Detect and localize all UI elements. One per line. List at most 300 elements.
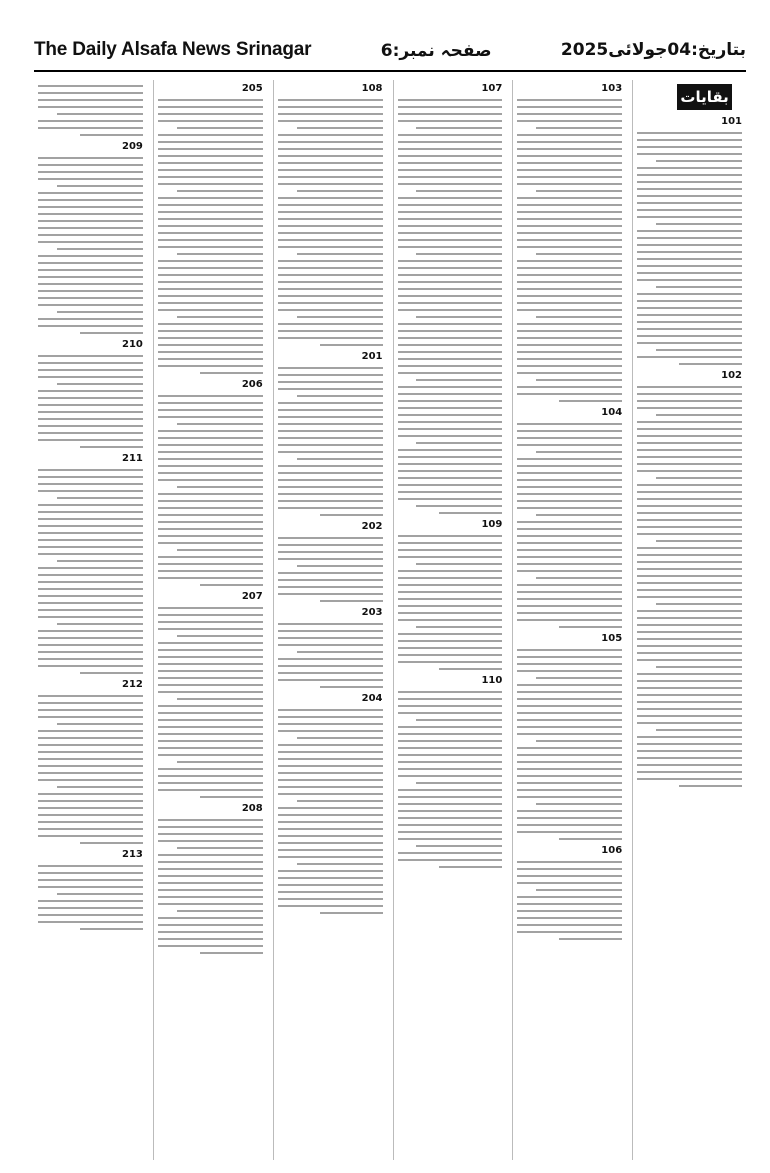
text-line [158, 563, 263, 565]
text-line [38, 404, 143, 406]
text-line [297, 737, 383, 739]
text-line [398, 141, 503, 143]
text-line [398, 267, 503, 269]
section-title: بقایات [677, 84, 732, 110]
text-line [278, 877, 383, 879]
text-line [57, 560, 143, 562]
text-line [398, 654, 503, 656]
text-line [398, 351, 503, 353]
text-line [637, 533, 742, 535]
text-line [517, 472, 622, 474]
text-line [637, 449, 742, 451]
article-text-block [38, 157, 143, 334]
text-line [320, 912, 383, 914]
text-line [398, 400, 503, 402]
text-line [439, 668, 502, 670]
text-line [158, 204, 263, 206]
text-line [517, 528, 622, 530]
text-line [416, 845, 502, 847]
text-line [398, 428, 503, 430]
text-line [637, 258, 742, 260]
text-line [158, 514, 263, 516]
text-line [398, 183, 503, 185]
text-line [158, 931, 263, 933]
text-line [158, 218, 263, 220]
text-line [637, 757, 742, 759]
text-line [320, 514, 383, 516]
text-line [38, 865, 143, 867]
text-line [278, 295, 383, 297]
text-line [637, 314, 742, 316]
text-line [278, 302, 383, 304]
text-line [398, 817, 503, 819]
column-4 [273, 80, 387, 1160]
text-line [637, 435, 742, 437]
text-line [38, 737, 143, 739]
text-line [637, 624, 742, 626]
text-line [278, 106, 383, 108]
text-line [637, 659, 742, 661]
text-line [637, 209, 742, 211]
text-line [158, 826, 263, 828]
text-line [517, 430, 622, 432]
text-line [38, 199, 143, 201]
text-line [278, 551, 383, 553]
text-line [158, 323, 263, 325]
text-line [637, 421, 742, 423]
text-line [637, 750, 742, 752]
text-line [637, 743, 742, 745]
text-line [517, 260, 622, 262]
text-line [38, 178, 143, 180]
text-line [517, 563, 622, 565]
text-line [158, 656, 263, 658]
text-line [177, 486, 263, 488]
text-line [517, 479, 622, 481]
text-line [158, 542, 263, 544]
text-line [517, 365, 622, 367]
text-line [517, 796, 622, 798]
text-line [398, 726, 503, 728]
text-line [637, 251, 742, 253]
text-line [637, 407, 742, 409]
text-line [398, 640, 503, 642]
text-line [517, 549, 622, 551]
text-line [158, 528, 263, 530]
text-line [536, 803, 622, 805]
text-line [398, 598, 503, 600]
text-line [398, 761, 503, 763]
text-line [177, 549, 263, 551]
text-line [38, 85, 143, 87]
text-line [278, 155, 383, 157]
text-line [637, 470, 742, 472]
text-line [158, 246, 263, 248]
item-number: 203 [361, 607, 383, 618]
text-line [158, 570, 263, 572]
text-line [517, 521, 622, 523]
text-line [398, 155, 503, 157]
text-line [398, 246, 503, 248]
text-line [398, 134, 503, 136]
text-line [38, 227, 143, 229]
text-line [278, 716, 383, 718]
text-line [38, 651, 143, 653]
text-line [637, 400, 742, 402]
text-line [656, 603, 742, 605]
text-line [278, 225, 383, 227]
text-line [517, 162, 622, 164]
text-line [398, 162, 503, 164]
text-line [536, 677, 622, 679]
text-line [517, 910, 622, 912]
text-line [278, 416, 383, 418]
text-line [637, 174, 742, 176]
text-line [57, 893, 143, 895]
text-line [398, 358, 503, 360]
text-line [278, 218, 383, 220]
text-line [517, 612, 622, 614]
text-line [38, 213, 143, 215]
text-line [38, 439, 143, 441]
text-line [38, 206, 143, 208]
text-line [38, 390, 143, 392]
text-line [416, 379, 502, 381]
text-line [278, 730, 383, 732]
text-line [158, 358, 263, 360]
text-line [517, 719, 622, 721]
text-line [278, 709, 383, 711]
text-line [158, 444, 263, 446]
text-line [416, 563, 502, 565]
article-text-block [517, 861, 622, 940]
text-line [637, 652, 742, 654]
column-3 [393, 80, 507, 1160]
text-line [637, 195, 742, 197]
text-line [177, 127, 263, 129]
text-line [398, 365, 503, 367]
text-line [38, 511, 143, 513]
text-line [278, 856, 383, 858]
text-line [278, 679, 383, 681]
text-line [398, 733, 503, 735]
text-line [158, 500, 263, 502]
text-line [177, 316, 263, 318]
text-line [517, 649, 622, 651]
text-line [398, 584, 503, 586]
text-line [158, 747, 263, 749]
text-line [398, 449, 503, 451]
text-line [656, 349, 742, 351]
text-line [637, 589, 742, 591]
text-line [637, 146, 742, 148]
text-line [158, 113, 263, 115]
text-line [656, 477, 742, 479]
text-line [278, 772, 383, 774]
text-line [158, 295, 263, 297]
text-line [517, 824, 622, 826]
text-line [517, 747, 622, 749]
text-line [278, 793, 383, 795]
text-line [398, 570, 503, 572]
text-line [38, 269, 143, 271]
text-line [38, 297, 143, 299]
text-line [517, 917, 622, 919]
text-line [559, 400, 622, 402]
text-line [517, 507, 622, 509]
text-line [517, 924, 622, 926]
article-text-block [278, 99, 383, 346]
text-line [38, 234, 143, 236]
text-line [398, 838, 503, 840]
text-line [656, 729, 742, 731]
text-line [398, 747, 503, 749]
text-line [278, 786, 383, 788]
text-line [398, 577, 503, 579]
text-line [158, 281, 263, 283]
text-line [637, 132, 742, 134]
text-line [517, 705, 622, 707]
text-line [158, 197, 263, 199]
text-line [517, 344, 622, 346]
text-line [278, 281, 383, 283]
text-line [637, 386, 742, 388]
text-line [158, 938, 263, 940]
text-line [637, 771, 742, 773]
text-line [158, 479, 263, 481]
text-line [637, 722, 742, 724]
text-line [398, 309, 503, 311]
text-line [517, 535, 622, 537]
text-line [517, 218, 622, 220]
text-line [637, 638, 742, 640]
text-line [278, 898, 383, 900]
text-line [38, 283, 143, 285]
text-line [637, 645, 742, 647]
text-line [38, 532, 143, 534]
text-line [38, 630, 143, 632]
text-line [158, 521, 263, 523]
text-line [158, 691, 263, 693]
text-line [158, 344, 263, 346]
text-line [398, 281, 503, 283]
text-line [517, 598, 622, 600]
text-line [398, 106, 503, 108]
text-line [38, 595, 143, 597]
text-line [637, 505, 742, 507]
text-line [297, 190, 383, 192]
text-line [158, 663, 263, 665]
text-line [439, 512, 502, 514]
text-line [297, 651, 383, 653]
text-line [517, 393, 622, 395]
text-line [398, 712, 503, 714]
column-6 [34, 80, 147, 1160]
text-line [517, 570, 622, 572]
text-line [278, 246, 383, 248]
text-line [398, 260, 503, 262]
text-line [637, 293, 742, 295]
text-line [158, 99, 263, 101]
text-line [517, 605, 622, 607]
text-line [398, 393, 503, 395]
text-line [38, 886, 143, 888]
text-line [278, 374, 383, 376]
text-line [517, 817, 622, 819]
item-number: 108 [361, 83, 383, 94]
text-line [158, 577, 263, 579]
text-line [38, 602, 143, 604]
text-line [517, 274, 622, 276]
text-line [38, 914, 143, 916]
article-text-block [158, 819, 263, 954]
text-line [517, 712, 622, 714]
text-line [38, 581, 143, 583]
text-line [398, 421, 503, 423]
text-line [637, 167, 742, 169]
text-line [637, 701, 742, 703]
text-line [278, 169, 383, 171]
text-line [38, 695, 143, 697]
text-line [517, 500, 622, 502]
text-line [517, 810, 622, 812]
text-line [637, 328, 742, 330]
text-line [158, 416, 263, 418]
text-line [398, 386, 503, 388]
text-line [278, 884, 383, 886]
text-line [38, 164, 143, 166]
text-line [517, 239, 622, 241]
text-line [297, 316, 383, 318]
text-line [158, 458, 263, 460]
text-line [158, 409, 263, 411]
text-line [637, 335, 742, 337]
text-line [278, 120, 383, 122]
text-line [278, 558, 383, 560]
text-line [278, 141, 383, 143]
text-line [158, 705, 263, 707]
text-line [297, 127, 383, 129]
text-line [278, 381, 383, 383]
text-line [517, 584, 622, 586]
text-line [278, 814, 383, 816]
text-line [38, 765, 143, 767]
text-line [320, 344, 383, 346]
text-line [517, 754, 622, 756]
text-line [158, 260, 263, 262]
text-line [38, 900, 143, 902]
text-line [38, 127, 143, 129]
text-line [398, 824, 503, 826]
text-line [158, 120, 263, 122]
text-line [398, 705, 503, 707]
text-line [517, 211, 622, 213]
text-line [398, 344, 503, 346]
text-line [517, 761, 622, 763]
text-line [416, 127, 502, 129]
text-line [416, 442, 502, 444]
text-line [57, 185, 143, 187]
text-line [517, 141, 622, 143]
text-line [679, 785, 742, 787]
text-line [536, 889, 622, 891]
text-line [158, 451, 263, 453]
text-line [637, 610, 742, 612]
text-line [637, 617, 742, 619]
text-line [517, 896, 622, 898]
article-text-block [517, 99, 622, 402]
text-line [637, 230, 742, 232]
text-line [398, 859, 503, 861]
text-line [637, 708, 742, 710]
text-line [38, 397, 143, 399]
text-line [278, 430, 383, 432]
text-line [536, 316, 622, 318]
text-line [200, 952, 263, 954]
text-line [200, 584, 263, 586]
text-line [517, 465, 622, 467]
text-line [398, 470, 503, 472]
text-line [517, 197, 622, 199]
item-number: 210 [121, 339, 143, 350]
text-line [158, 882, 263, 884]
text-line [398, 605, 503, 607]
text-line [416, 719, 502, 721]
text-line [38, 376, 143, 378]
text-line [158, 896, 263, 898]
text-line [517, 358, 622, 360]
text-line [398, 302, 503, 304]
text-line [517, 903, 622, 905]
text-line [200, 372, 263, 374]
text-line [38, 92, 143, 94]
text-line [38, 255, 143, 257]
item-number: 107 [481, 83, 503, 94]
text-line [158, 148, 263, 150]
text-line [38, 800, 143, 802]
text-line [398, 810, 503, 812]
text-line [398, 337, 503, 339]
article-text-block [158, 395, 263, 586]
text-line [398, 232, 503, 234]
text-line [398, 612, 503, 614]
text-line [38, 318, 143, 320]
text-line [637, 596, 742, 598]
text-line [158, 924, 263, 926]
article-text-block [158, 607, 263, 798]
text-line [637, 736, 742, 738]
text-line [38, 616, 143, 618]
item-number: 202 [361, 521, 383, 532]
item-number: 105 [601, 633, 623, 644]
text-line [80, 446, 143, 448]
text-line [158, 740, 263, 742]
text-line [416, 253, 502, 255]
text-line [416, 782, 502, 784]
text-line [38, 567, 143, 569]
text-line [278, 828, 383, 830]
text-line [416, 505, 502, 507]
text-line [38, 553, 143, 555]
text-line [517, 882, 622, 884]
text-line [158, 472, 263, 474]
article-text-block [637, 132, 742, 365]
text-line [278, 288, 383, 290]
text-line [158, 402, 263, 404]
text-line [297, 458, 383, 460]
text-line [38, 539, 143, 541]
text-line [297, 253, 383, 255]
